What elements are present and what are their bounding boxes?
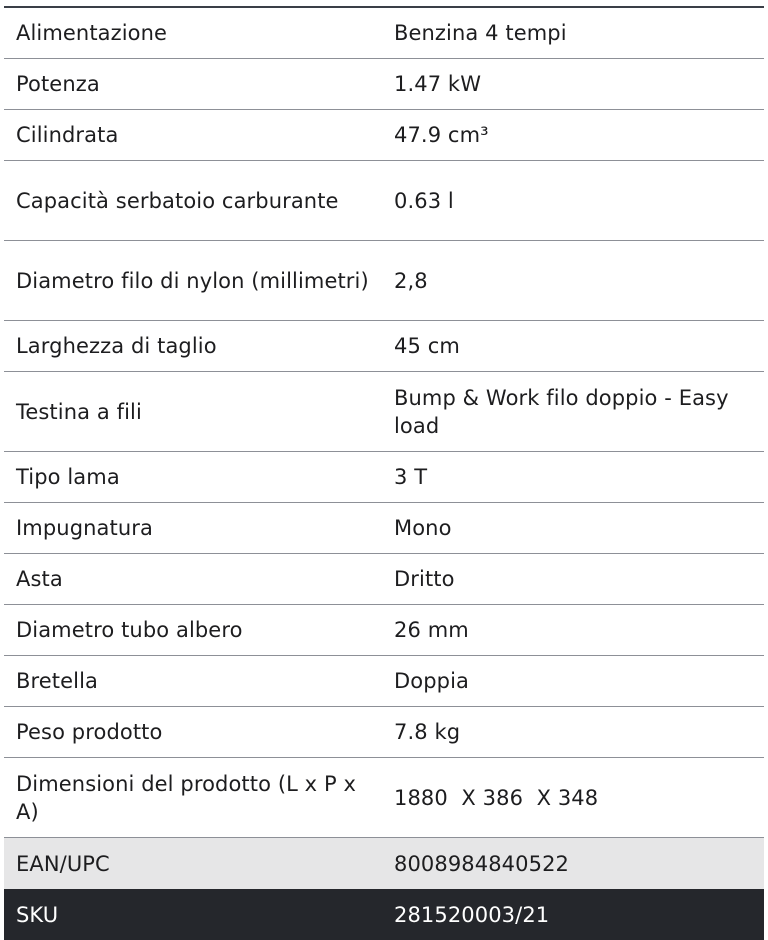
spec-row-cilindrata — [4, 110, 764, 161]
spec-row-diametro-filo — [4, 241, 764, 321]
spec-value: 7.8 kg — [394, 720, 461, 744]
spec-row-dimensioni — [4, 758, 764, 838]
spec-label: Testina a fili — [16, 399, 142, 424]
spec-label: Cilindrata — [16, 123, 119, 147]
spec-value: Doppia — [394, 669, 469, 693]
spec-label: Dimensioni del prodotto (L x P x A) — [16, 771, 357, 824]
spec-value: 1880 X 386 X 348 — [394, 785, 599, 810]
spec-label: Potenza — [16, 72, 100, 96]
spec-label: Peso prodotto — [16, 720, 163, 744]
spec-row-impugnatura — [4, 503, 764, 554]
spec-value: Benzina 4 tempi — [394, 21, 567, 45]
spec-row-capacita-serbatoio — [4, 161, 764, 241]
spec-value: Mono — [394, 516, 452, 540]
spec-value: 3 T — [394, 465, 428, 489]
spec-label: Asta — [16, 567, 63, 591]
spec-label: Impugnatura — [16, 516, 153, 540]
spec-row-peso — [4, 707, 764, 758]
spec-label: Capacità serbatoio carburante — [16, 188, 339, 213]
ean-label: EAN/UPC — [16, 851, 110, 876]
ean-value: 8008984840522 — [394, 851, 569, 876]
spec-row-diametro-tubo — [4, 605, 764, 656]
spec-value: 26 mm — [394, 618, 469, 642]
spec-value: 47.9 cm³ — [394, 123, 489, 147]
spec-row-testina-fili — [4, 372, 764, 452]
spec-value: 45 cm — [394, 334, 460, 358]
spec-label: Alimentazione — [16, 21, 168, 45]
product-spec-table — [4, 6, 764, 940]
spec-row-ean — [4, 838, 764, 889]
spec-value: 0.63 l — [394, 188, 454, 213]
spec-row-alimentazione — [4, 8, 764, 59]
spec-value: 1.47 kW — [394, 72, 482, 96]
spec-label: Tipo lama — [16, 465, 120, 489]
spec-row-asta — [4, 554, 764, 605]
sku-label: SKU — [16, 902, 59, 927]
spec-label: Bretella — [16, 669, 98, 693]
spec-row-tipo-lama — [4, 452, 764, 503]
spec-row-bretella — [4, 656, 764, 707]
spec-value: Bump & Work filo doppio - Easy load — [394, 385, 736, 438]
spec-label: Diametro tubo albero — [16, 618, 243, 642]
spec-value: 2,8 — [394, 268, 428, 293]
spec-row-larghezza-taglio — [4, 321, 764, 372]
spec-value: Dritto — [394, 567, 455, 591]
spec-label: Diametro filo di nylon (millimetri) — [16, 268, 369, 293]
spec-row-potenza — [4, 59, 764, 110]
spec-label: Larghezza di taglio — [16, 334, 217, 358]
sku-value: 281520003/21 — [394, 902, 550, 927]
spec-row-sku — [4, 889, 764, 940]
